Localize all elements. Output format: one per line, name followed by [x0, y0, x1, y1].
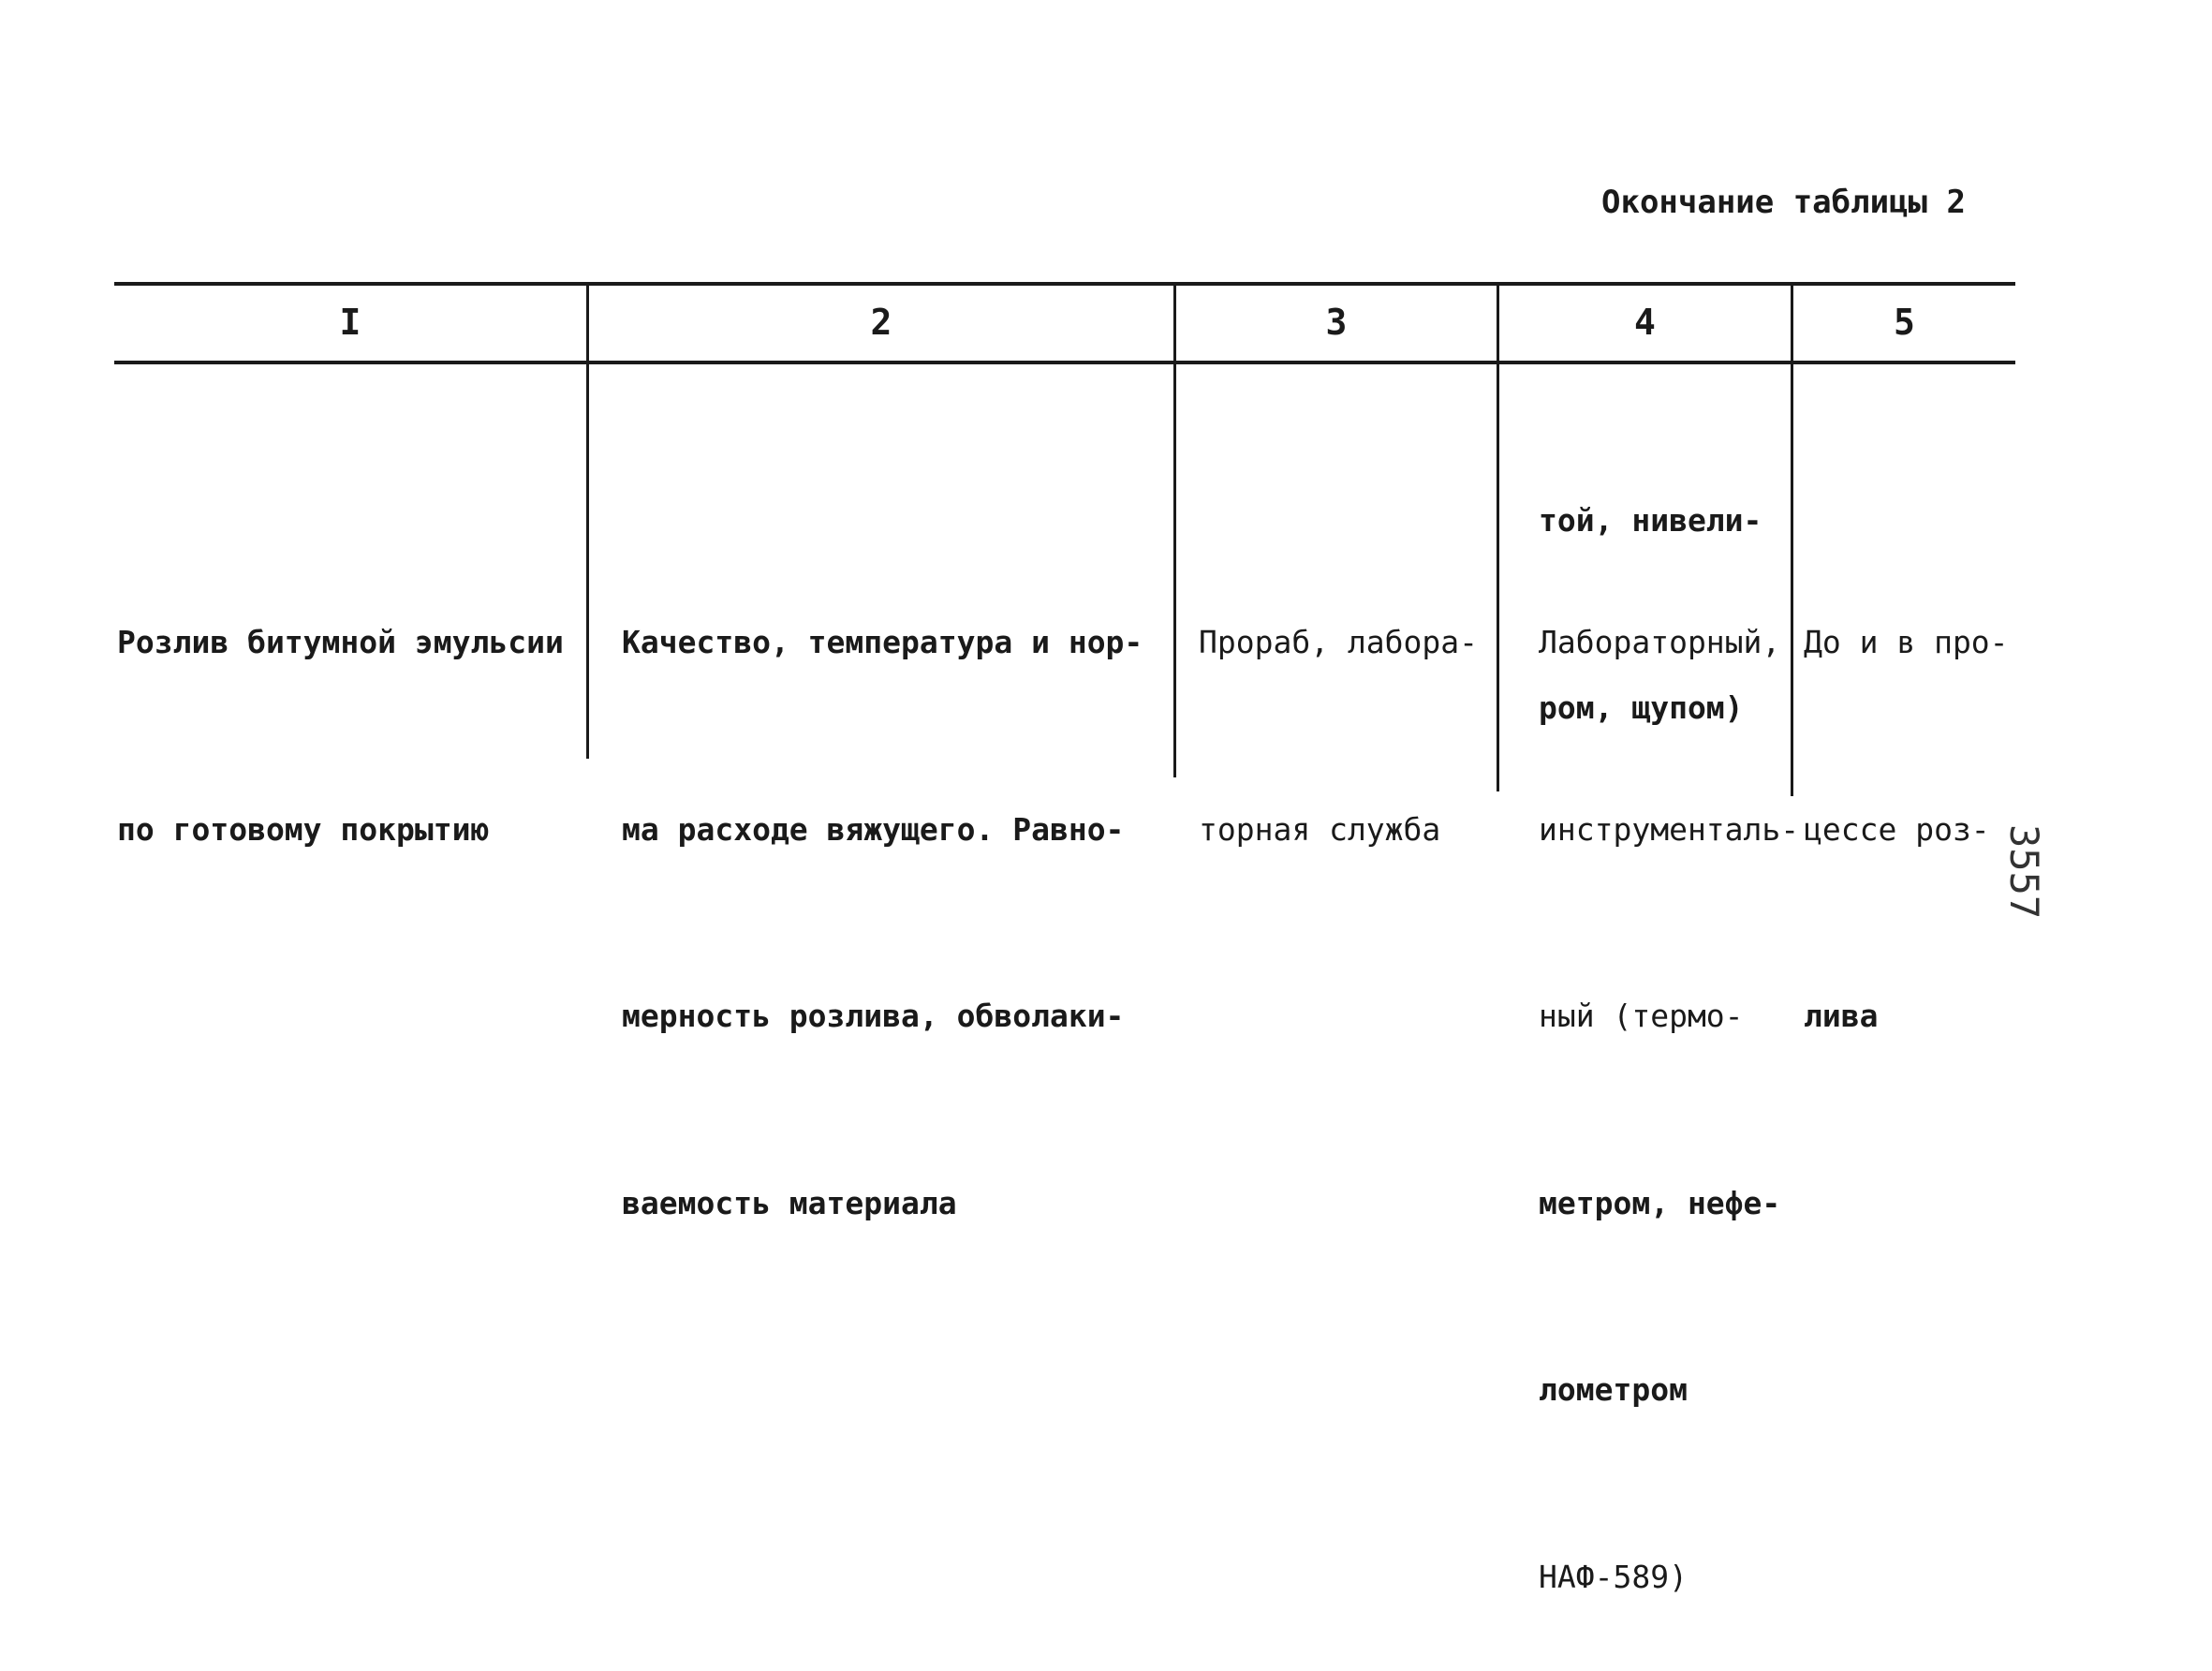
column-divider-2	[1173, 286, 1176, 777]
header-col-1: I	[339, 302, 361, 343]
text-line: До и в про-	[1804, 624, 2009, 660]
table-header-rule	[114, 361, 2015, 364]
header-col-2: 2	[870, 302, 892, 343]
text-line: Розлив битумной эмульсии	[117, 624, 564, 660]
text-line: цессе роз-	[1804, 810, 1990, 848]
cell-control-method	[1539, 487, 1799, 1671]
text-line: Лабораторный,	[1539, 624, 1781, 660]
text-line: метром, нефе-	[1539, 1184, 1781, 1221]
cell-operation	[117, 487, 564, 924]
header-col-5: 5	[1894, 302, 1915, 343]
column-divider-1	[586, 286, 589, 759]
text-line: инструменталь-	[1539, 810, 1800, 848]
text-line: НАФ-589)	[1539, 1558, 1688, 1595]
text-line: ный (термо-	[1539, 998, 1744, 1034]
column-divider-3	[1497, 286, 1499, 791]
margin-page-number: 3557	[2001, 824, 2047, 920]
table-top-rule	[114, 282, 2015, 286]
text-line: ма расходе вяжущего. Равно-	[622, 810, 1125, 848]
text-line: лива	[1804, 998, 1879, 1034]
text-line: Качество, температура и нор-	[622, 624, 1143, 660]
header-col-4: 4	[1634, 302, 1656, 343]
text-line: ром, щупом)	[1539, 688, 1744, 726]
text-line: той, нивели-	[1539, 502, 1762, 539]
text-line: торная служба	[1199, 810, 1441, 848]
page-title: Окончание таблицы 2	[1601, 184, 1966, 221]
header-col-3: 3	[1325, 302, 1348, 343]
cell-control-time	[1804, 487, 2009, 1110]
text-line: ваемость материала	[622, 1184, 957, 1221]
text-line: лометром	[1539, 1371, 1688, 1408]
cell-responsible	[1199, 487, 1478, 924]
text-line: мерность розлива, обволаки-	[622, 998, 1125, 1034]
text-line: Прораб, лабора-	[1199, 624, 1479, 660]
text-line: по готовому покрытию	[117, 810, 490, 848]
cell-controlled-parameters	[622, 487, 1143, 1297]
